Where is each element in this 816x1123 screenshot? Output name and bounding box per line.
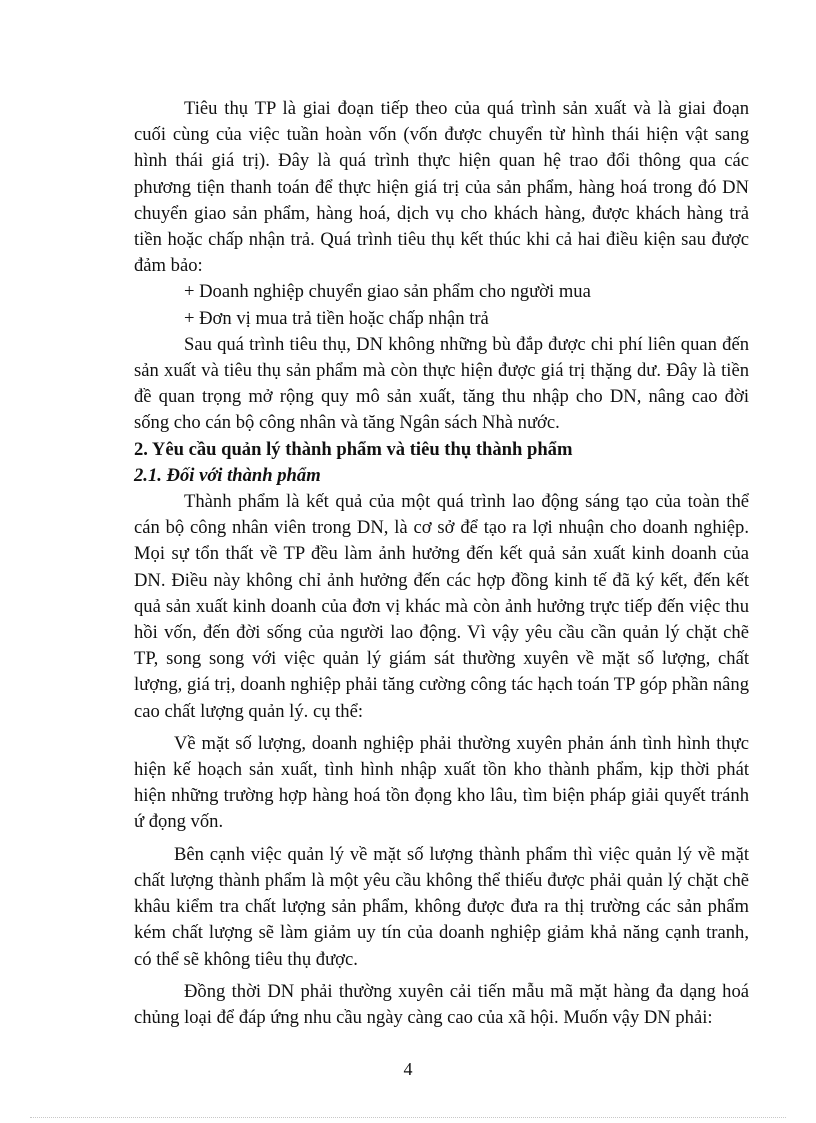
paragraph-after-sales: Sau quá trình tiêu thụ, DN không những bù đắp được chi phí liên quan đến sản xuất và tiêu thụ sản phẩm mà còn thực hiện được giá trị thặng dư. Đây là tiền đề quan trọng mở rộng quy mô sản xuất, tăng thu nhập cho DN, nâng cao đời sống cho cán bộ công nhân và tăng Ngân sách Nhà nước. [134, 333, 749, 434]
paragraph-quality: Bên cạnh việc quản lý về mặt số lượng thành phẩm thì việc quản lý về mặt chất lượng thành phẩm là một yêu cầu không thể thiếu được phải quản lý chặt chẽ khâu kiểm tra chất lượng sản phẩm, không được đưa ra thị trường các sản phẩm kém chất lượng sẽ làm giảm uy tín của doanh nghiệp giảm khả năng cạnh tranh, có thể sẽ không tiêu thụ được. [134, 843, 749, 970]
paragraph-sales-definition: Tiêu thụ TP là giai đoạn tiếp theo của quá trình sản xuất và là giai đoạn cuối cùng của việc tuần hoàn vốn (vốn được chuyển từ hình thái hiện vật sang hình thái giá trị). Đây là quá trình thực hiện quan hệ trao đổi thông qua các phương tiện thanh toán để thực hiện giá trị của sản phẩm, hàng hoá trong đó DN chuyển giao sản phẩm, hàng hoá, dịch vụ cho khách hàng, được khách hàng trả tiền hoặc chấp nhận trả. Quá trình tiêu thụ kết thúc khi cả hai điều kiện sau được đảm bảo: [134, 98, 749, 277]
section-heading-2: 2. Yêu cầu quản lý thành phẩm và tiêu thụ thành phẩm [134, 438, 573, 460]
bullet-buyer-payment: + Đơn vị mua trả tiền hoặc chấp nhận trả [184, 307, 489, 329]
section-heading-2-1: 2.1. Đối với thành phẩm [134, 464, 321, 486]
paragraph-quantity: Về mặt số lượng, doanh nghiệp phải thường xuyên phản ánh tình hình thực hiện kế hoạch sản xuất, tình hình nhập xuất tồn kho thành phẩm, kịp thời phát hiện những trường hợp hàng hoá tồn đọng kho lâu, tìm biện pháp giải quyết tránh ứ đọng vốn. [134, 732, 749, 833]
page-bottom-border [30, 1117, 786, 1118]
page-number: 4 [403, 1059, 413, 1079]
paragraph-improvement: Đồng thời DN phải thường xuyên cải tiến mẫu mã mặt hàng đa dạng hoá chủng loại để đáp ứng nhu cầu ngày càng cao của xã hội. Muốn vậy DN phải: [134, 980, 749, 1028]
document-body [134, 96, 749, 1031]
paragraph-finished-goods: Thành phẩm là kết quả của một quá trình lao động sáng tạo của toàn thể cán bộ công nhân viên trong DN, là cơ sở để tạo ra lợi nhuận cho doanh nghiệp. Mọi sự tổn thất về TP đều làm ảnh hưởng đến kết quả sản xuất kinh doanh của DN. Điều này không chỉ ảnh hưởng đến các hợp đồng kinh tế đã ký kết, đến kết quả sản xuất kinh doanh của đơn vị khác mà còn ảnh hưởng trực tiếp đến việc thu hồi vốn, đến đời sống của người lao động. Vì vậy yêu cầu cần quản lý chặt chẽ TP, song song với việc quản lý giám sát thường xuyên về mặt số lượng, chất lượng, giá trị, doanh nghiệp phải tăng cường công tác hạch toán TP góp phần nâng cao chất lượng quản lý. cụ thể: [134, 491, 749, 722]
bullet-transfer-products: + Doanh nghiệp chuyển giao sản phẩm cho người mua [184, 281, 591, 303]
